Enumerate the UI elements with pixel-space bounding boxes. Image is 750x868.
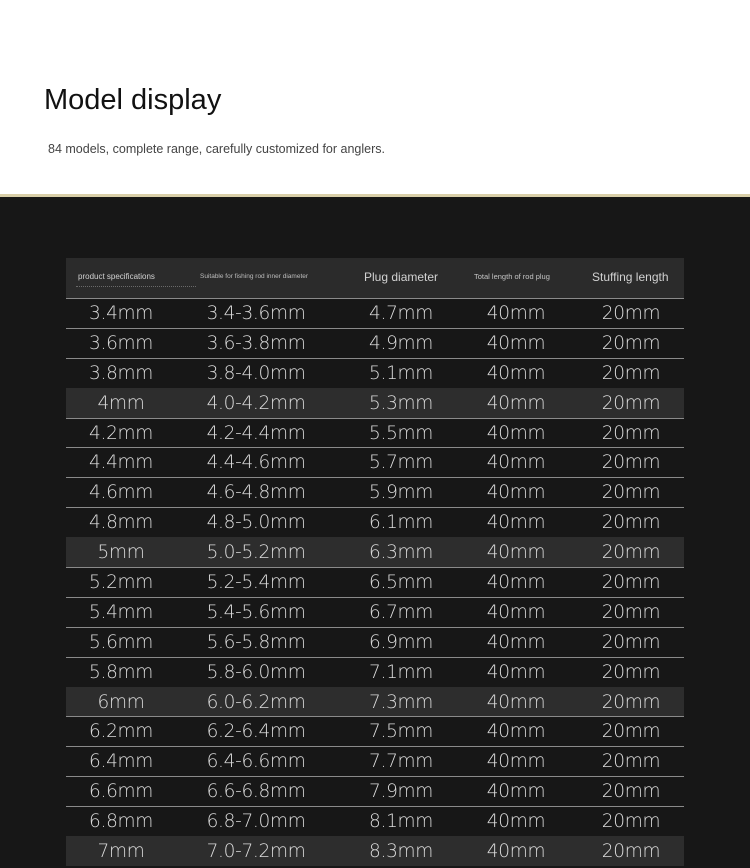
- cell-spec: 5.4mm: [89, 601, 153, 623]
- spec-table: [66, 258, 684, 866]
- column-header-plug-diameter: Plug diameter: [364, 270, 439, 284]
- table-row: [66, 657, 684, 687]
- cell-spec: 4.8mm: [89, 512, 153, 534]
- cell-spec: 4.2mm: [89, 422, 153, 444]
- column-header-total-length: Total length of rod plug: [474, 272, 550, 281]
- cell-spec: 6.8mm: [89, 811, 153, 833]
- cell-total-length: 40mm: [486, 452, 546, 474]
- cell-total-length: 40mm: [486, 422, 546, 444]
- cell-inner-diameter: 7.0-7.2mm: [206, 841, 306, 863]
- header-dotted-rule: [76, 286, 196, 288]
- cell-plug-diameter: 5.9mm: [369, 482, 433, 504]
- cell-stuffing-length: 20mm: [601, 542, 661, 564]
- cell-plug-diameter: 4.9mm: [369, 332, 433, 354]
- cell-plug-diameter: 6.5mm: [369, 572, 433, 594]
- cell-stuffing-length: 20mm: [601, 362, 661, 384]
- table-row: [66, 567, 684, 597]
- cell-total-length: 40mm: [486, 661, 546, 683]
- cell-plug-diameter: 6.7mm: [369, 601, 433, 623]
- cell-inner-diameter: 4.0-4.2mm: [206, 392, 306, 414]
- cell-total-length: 40mm: [486, 721, 546, 743]
- cell-inner-diameter: 4.4-4.6mm: [206, 452, 306, 474]
- cell-inner-diameter: 6.4-6.6mm: [206, 751, 306, 773]
- cell-spec: 4.4mm: [89, 452, 153, 474]
- cell-total-length: 40mm: [486, 303, 546, 324]
- cell-total-length: 40mm: [486, 572, 546, 594]
- cell-spec: 7mm: [97, 841, 145, 863]
- cell-total-length: 40mm: [486, 392, 546, 414]
- column-header-stuffing-length: Stuffing length: [592, 270, 669, 284]
- table-row: [66, 388, 684, 418]
- cell-plug-diameter: 7.1mm: [369, 661, 433, 683]
- cell-plug-diameter: 5.3mm: [369, 392, 433, 414]
- cell-inner-diameter: 6.6-6.8mm: [206, 781, 306, 803]
- cell-stuffing-length: 20mm: [601, 422, 661, 444]
- cell-inner-diameter: 3.4-3.6mm: [206, 303, 306, 324]
- cell-total-length: 40mm: [486, 542, 546, 564]
- cell-stuffing-length: 20mm: [601, 811, 661, 833]
- cell-total-length: 40mm: [486, 601, 546, 623]
- cell-spec: 3.6mm: [89, 332, 153, 354]
- cell-inner-diameter: 5.8-6.0mm: [206, 661, 306, 683]
- page-title: Model display: [44, 84, 222, 116]
- cell-stuffing-length: 20mm: [601, 691, 661, 713]
- cell-plug-diameter: 6.3mm: [369, 542, 433, 564]
- header-section: [0, 0, 750, 194]
- cell-stuffing-length: 20mm: [601, 601, 661, 623]
- cell-stuffing-length: 20mm: [601, 841, 661, 863]
- cell-total-length: 40mm: [486, 512, 546, 534]
- cell-plug-diameter: 7.3mm: [369, 691, 433, 713]
- table-row: [66, 418, 684, 448]
- cell-total-length: 40mm: [486, 691, 546, 713]
- cell-stuffing-length: 20mm: [601, 332, 661, 354]
- cell-spec: 6.6mm: [89, 781, 153, 803]
- cell-stuffing-length: 20mm: [601, 303, 661, 324]
- column-header-inner-diameter: Suitable for fishing rod inner diameter: [200, 273, 309, 280]
- cell-spec: 5.2mm: [89, 572, 153, 594]
- cell-stuffing-length: 20mm: [601, 572, 661, 594]
- cell-spec: 5.8mm: [89, 661, 153, 683]
- cell-stuffing-length: 20mm: [601, 631, 661, 653]
- column-header-spec: product specifications: [78, 272, 155, 281]
- table-body: [66, 298, 684, 866]
- cell-inner-diameter: 5.2-5.4mm: [206, 572, 306, 594]
- cell-plug-diameter: 8.3mm: [369, 841, 433, 863]
- table-row: [66, 447, 684, 477]
- cell-total-length: 40mm: [486, 362, 546, 384]
- cell-spec: 5.6mm: [89, 631, 153, 653]
- cell-inner-diameter: 5.6-5.8mm: [206, 631, 306, 653]
- table-row: [66, 776, 684, 806]
- cell-spec: 6.2mm: [89, 721, 153, 743]
- table-row: [66, 746, 684, 776]
- cell-inner-diameter: 6.0-6.2mm: [206, 691, 306, 713]
- cell-inner-diameter: 3.8-4.0mm: [206, 362, 306, 384]
- cell-plug-diameter: 7.9mm: [369, 781, 433, 803]
- table-row: [66, 597, 684, 627]
- cell-spec: 5mm: [97, 542, 145, 564]
- cell-spec: 4.6mm: [89, 482, 153, 504]
- cell-plug-diameter: 5.7mm: [369, 452, 433, 474]
- cell-inner-diameter: 6.2-6.4mm: [206, 721, 306, 743]
- cell-plug-diameter: 5.1mm: [369, 362, 433, 384]
- cell-inner-diameter: 4.8-5.0mm: [206, 512, 306, 534]
- table-row: [66, 537, 684, 567]
- cell-plug-diameter: 6.9mm: [369, 631, 433, 653]
- header-divider: [0, 194, 750, 197]
- page-subtitle: 84 models, complete range, carefully customized for anglers.: [48, 142, 385, 156]
- cell-spec: 3.4mm: [89, 303, 153, 324]
- table-row: [66, 298, 684, 328]
- cell-plug-diameter: 4.7mm: [369, 303, 433, 324]
- table-row: [66, 627, 684, 657]
- table-row: [66, 328, 684, 358]
- cell-spec: 4mm: [97, 392, 145, 414]
- table-row: [66, 507, 684, 537]
- cell-total-length: 40mm: [486, 841, 546, 863]
- cell-plug-diameter: 8.1mm: [369, 811, 433, 833]
- table-row: [66, 687, 684, 717]
- cell-inner-diameter: 4.2-4.4mm: [206, 422, 306, 444]
- cell-stuffing-length: 20mm: [601, 661, 661, 683]
- table-row: [66, 836, 684, 866]
- cell-spec: 3.8mm: [89, 362, 153, 384]
- table-row: [66, 716, 684, 746]
- cell-spec: 6.4mm: [89, 751, 153, 773]
- cell-stuffing-length: 20mm: [601, 482, 661, 504]
- table-row: [66, 358, 684, 388]
- cell-inner-diameter: 5.4-5.6mm: [206, 601, 306, 623]
- cell-plug-diameter: 7.7mm: [369, 751, 433, 773]
- table-header: [66, 258, 684, 298]
- cell-total-length: 40mm: [486, 631, 546, 653]
- cell-inner-diameter: 6.8-7.0mm: [206, 811, 306, 833]
- cell-stuffing-length: 20mm: [601, 781, 661, 803]
- cell-inner-diameter: 4.6-4.8mm: [206, 482, 306, 504]
- cell-plug-diameter: 7.5mm: [369, 721, 433, 743]
- cell-plug-diameter: 5.5mm: [369, 422, 433, 444]
- table-row: [66, 806, 684, 836]
- cell-inner-diameter: 5.0-5.2mm: [206, 542, 306, 564]
- cell-stuffing-length: 20mm: [601, 721, 661, 743]
- cell-inner-diameter: 3.6-3.8mm: [206, 332, 306, 354]
- cell-plug-diameter: 6.1mm: [369, 512, 433, 534]
- cell-stuffing-length: 20mm: [601, 512, 661, 534]
- cell-total-length: 40mm: [486, 781, 546, 803]
- cell-total-length: 40mm: [486, 811, 546, 833]
- cell-total-length: 40mm: [486, 332, 546, 354]
- cell-stuffing-length: 20mm: [601, 392, 661, 414]
- cell-stuffing-length: 20mm: [601, 452, 661, 474]
- cell-total-length: 40mm: [486, 751, 546, 773]
- cell-stuffing-length: 20mm: [601, 751, 661, 773]
- table-row: [66, 477, 684, 507]
- cell-spec: 6mm: [97, 691, 145, 713]
- cell-total-length: 40mm: [486, 482, 546, 504]
